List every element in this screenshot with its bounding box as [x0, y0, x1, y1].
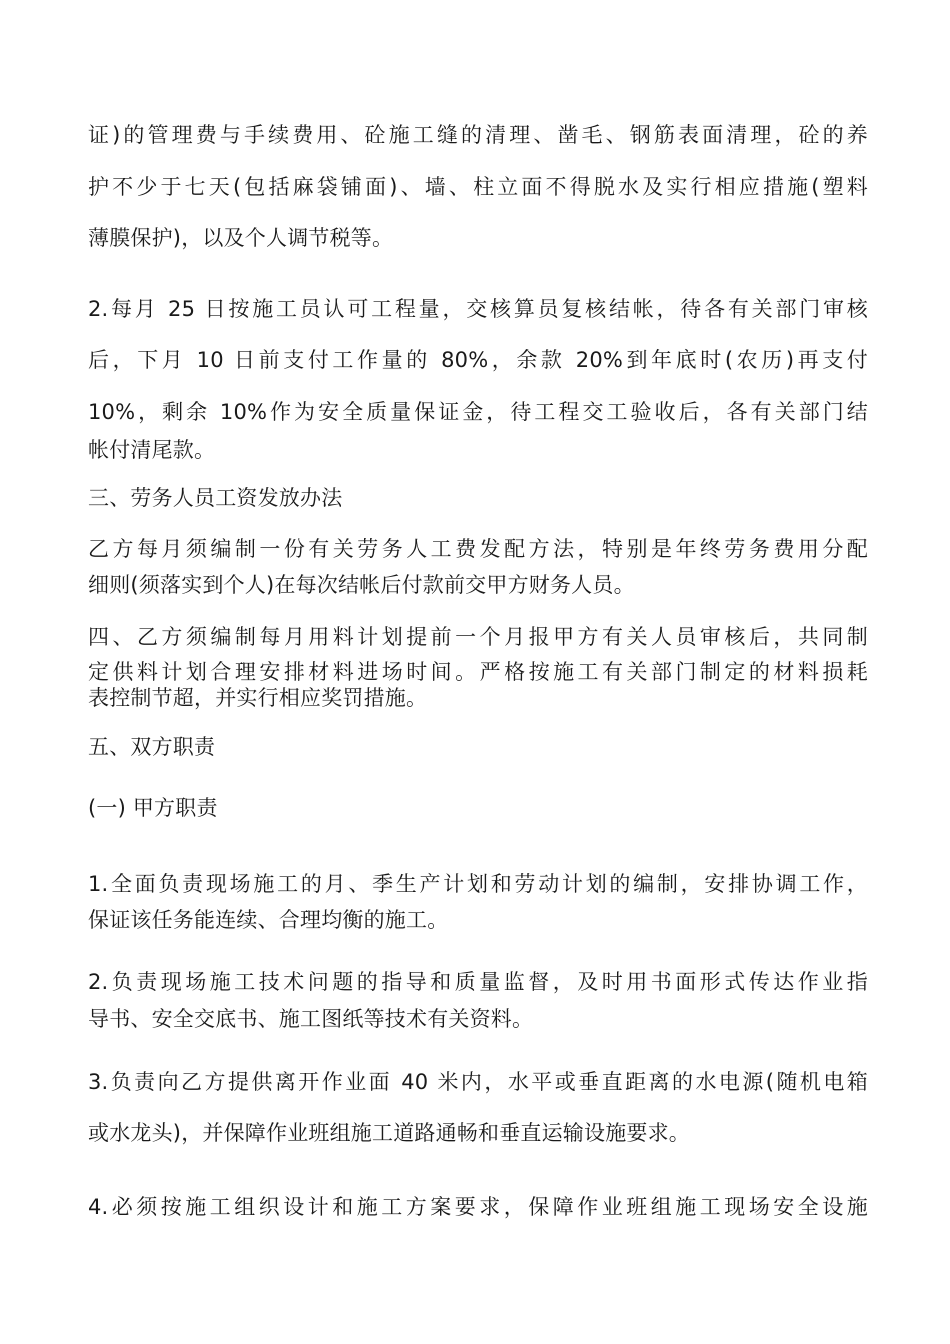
text-line: 保证该任务能连续、合理均衡的施工。	[88, 908, 449, 932]
text-line: 1.全面负责现场施工的月、季生产计划和劳动计划的编制，安排协调工作，	[88, 872, 868, 896]
section-heading: 五、双方职责	[88, 735, 216, 759]
text-line: 表控制节超，并实行相应奖罚措施。	[88, 686, 428, 710]
text-line: 后，下月 10 日前支付工作量的 80%，余款 20%到年底时(农历)再支付	[88, 348, 868, 372]
text-line: 或水龙头)，并保障作业班组施工道路通畅和垂直运输设施要求。	[88, 1121, 690, 1145]
text-line: 3.负责向乙方提供离开作业面 40 米内，水平或垂直距离的水电源(随机电箱	[88, 1070, 868, 1094]
text-line: 定供料计划合理安排材料进场时间。严格按施工有关部门制定的材料损耗	[88, 660, 868, 684]
text-line: 证)的管理费与手续费用、砼施工缝的清理、凿毛、钢筋表面清理，砼的养	[88, 123, 868, 147]
text-line: 10%，剩余 10%作为安全质量保证金，待工程交工验收后，各有关部门结	[88, 400, 868, 424]
text-line: 细则(须落实到个人)在每次结帐后付款前交甲方财务人员。	[88, 573, 635, 597]
text-line: 2.每月 25 日按施工员认可工程量，交核算员复核结帐，待各有关部门审核	[88, 297, 868, 321]
section-heading: 三、劳务人员工资发放办法	[88, 486, 343, 510]
text-line: 2.负责现场施工技术问题的指导和质量监督，及时用书面形式传达作业指	[88, 970, 868, 994]
text-line: 乙方每月须编制一份有关劳务人工费发配方法，特别是年终劳务费用分配	[88, 537, 868, 561]
text-line: 帐付清尾款。	[88, 438, 216, 462]
text-line: 4.必须按施工组织设计和施工方案要求，保障作业班组施工现场安全设施	[88, 1195, 868, 1219]
text-line: 薄膜保护)，以及个人调节税等。	[88, 226, 394, 250]
text-line: 四、乙方须编制每月用料计划提前一个月报甲方有关人员审核后，共同制	[88, 625, 868, 649]
text-line: 护不少于七天(包括麻袋铺面)、墙、柱立面不得脱水及实行相应措施(塑料	[88, 175, 868, 199]
text-line: 导书、安全交底书、施工图纸等技术有关资料。	[88, 1007, 534, 1031]
subsection-heading: (一) 甲方职责	[88, 796, 218, 820]
